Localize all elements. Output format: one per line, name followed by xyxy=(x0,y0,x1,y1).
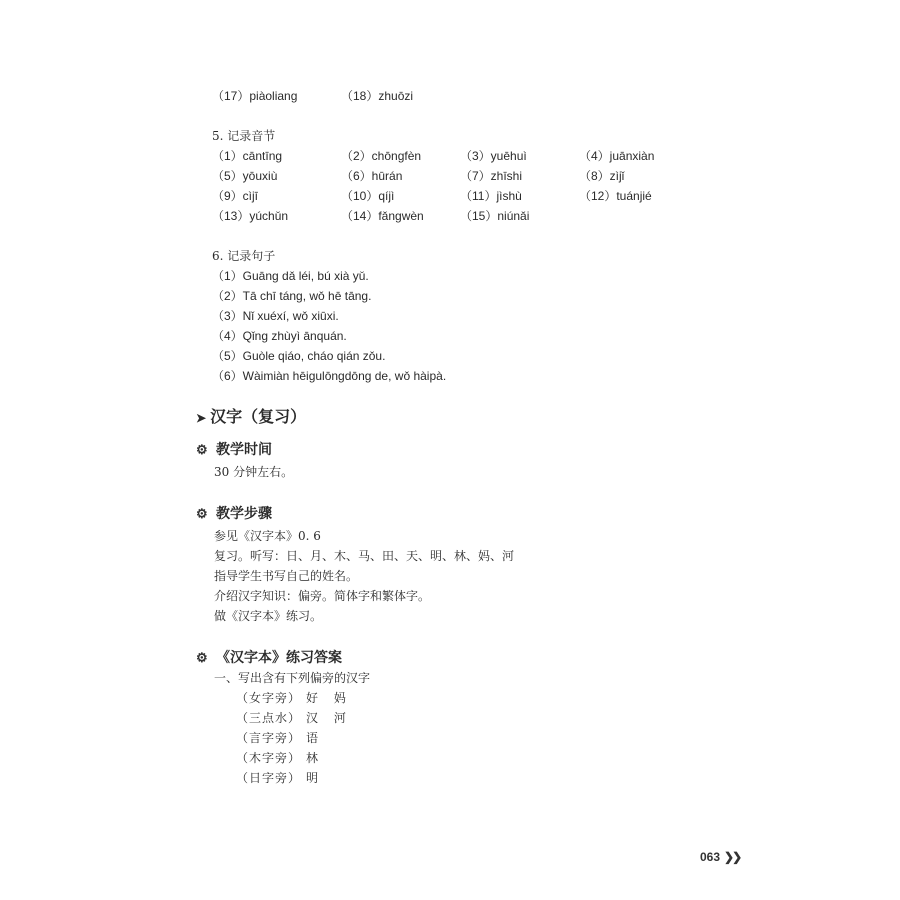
radical-row xyxy=(236,750,319,766)
syllable-item-18: （18）zhuōzi xyxy=(341,89,414,103)
syllable-item: （12）tuánjié xyxy=(579,189,652,203)
radical-label: （三点水） xyxy=(236,711,302,725)
sentence-item: （1）Guāng dǎ léi, bú xià yǔ. xyxy=(212,269,369,283)
syllable-item: （7）zhīshi xyxy=(460,169,523,183)
arrow-right-icon: ➤ xyxy=(196,411,207,425)
syllable-item: （10）qíjì xyxy=(341,189,395,203)
hanzi-review-title: 汉字（复习） xyxy=(210,409,307,426)
answers-subtitle: 一、写出含有下列偏旁的汉字 xyxy=(214,671,371,685)
syllable-item: （6）hūrán xyxy=(341,169,403,183)
radical-chars: 明 xyxy=(306,771,320,785)
section-5-title: 5. 记录音节 xyxy=(212,129,276,143)
teaching-step: 做《汉字本》练习。 xyxy=(214,609,323,623)
page-footer xyxy=(700,850,740,864)
radical-label: （女字旁） xyxy=(236,691,302,705)
syllable-item-17: （17）piàoliang xyxy=(212,89,298,103)
radical-chars: 好 妈 xyxy=(306,691,347,705)
sentence-item: （6）Wàimiàn hēigulōngdōng de, wǒ hàipà. xyxy=(212,369,447,383)
sentence-item: （2）Tā chī táng, wǒ hē tāng. xyxy=(212,289,372,303)
syllable-item: （1）cāntīng xyxy=(212,149,283,163)
syllable-item: （15）niúnǎi xyxy=(460,209,530,223)
double-chevron-right-icon: ❯❯ xyxy=(724,850,741,864)
section-6-title: 6. 记录句子 xyxy=(212,249,276,263)
radical-chars: 林 xyxy=(306,751,320,765)
radical-label: （木字旁） xyxy=(236,751,302,765)
syllable-item: （9）cìjī xyxy=(212,189,259,203)
teaching-time-text: 30 分钟左右。 xyxy=(214,465,294,479)
radical-chars: 汉 河 xyxy=(306,711,347,725)
syllable-item: （8）zìjǐ xyxy=(579,169,625,183)
radical-label: （日字旁） xyxy=(236,771,302,785)
gear-icon: ⚙ xyxy=(196,506,208,521)
workbook-answers-title: 《汉字本》练习答案 xyxy=(216,649,342,665)
hanzi-review-heading xyxy=(196,408,306,428)
gear-icon: ⚙ xyxy=(196,442,208,457)
syllable-item: （14）fǎngwèn xyxy=(341,209,424,223)
syllable-item: （13）yúchǔn xyxy=(212,209,289,223)
sentence-item: （4）Qǐng zhùyì ānquán. xyxy=(212,329,347,343)
radical-row xyxy=(236,690,347,706)
syllable-item: （4）juānxiàn xyxy=(579,149,655,163)
teaching-steps-title: 教学步骤 xyxy=(216,505,272,521)
radical-label: （言字旁） xyxy=(236,731,302,745)
teaching-step: 指导学生书写自己的姓名。 xyxy=(214,569,359,583)
teaching-time-heading xyxy=(196,440,272,459)
syllable-item: （3）yuēhuì xyxy=(460,149,527,163)
teaching-step: 参见《汉字本》0. 6 xyxy=(214,529,321,543)
radical-row xyxy=(236,710,347,726)
radical-row xyxy=(236,730,319,746)
sentence-item: （5）Guòle qiáo, cháo qián zǒu. xyxy=(212,349,386,363)
radical-row xyxy=(236,770,319,786)
teaching-step: 复习。听写：日、月、木、马、田、天、明、林、妈、河 xyxy=(214,549,515,563)
gear-icon: ⚙ xyxy=(196,650,208,665)
teaching-time-title: 教学时间 xyxy=(216,441,272,457)
teaching-steps-heading xyxy=(196,504,272,523)
syllable-item: （2）chōngfèn xyxy=(341,149,422,163)
syllable-item: （11）jìshù xyxy=(460,189,522,203)
radical-chars: 语 xyxy=(306,731,320,745)
page-number: 063 xyxy=(700,850,721,864)
teaching-step: 介绍汉字知识：偏旁。简体字和繁体字。 xyxy=(214,589,431,603)
syllable-item: （5）yōuxiù xyxy=(212,169,278,183)
sentence-item: （3）Nǐ xuéxí, wǒ xiūxi. xyxy=(212,309,339,323)
workbook-answers-heading xyxy=(196,648,342,667)
